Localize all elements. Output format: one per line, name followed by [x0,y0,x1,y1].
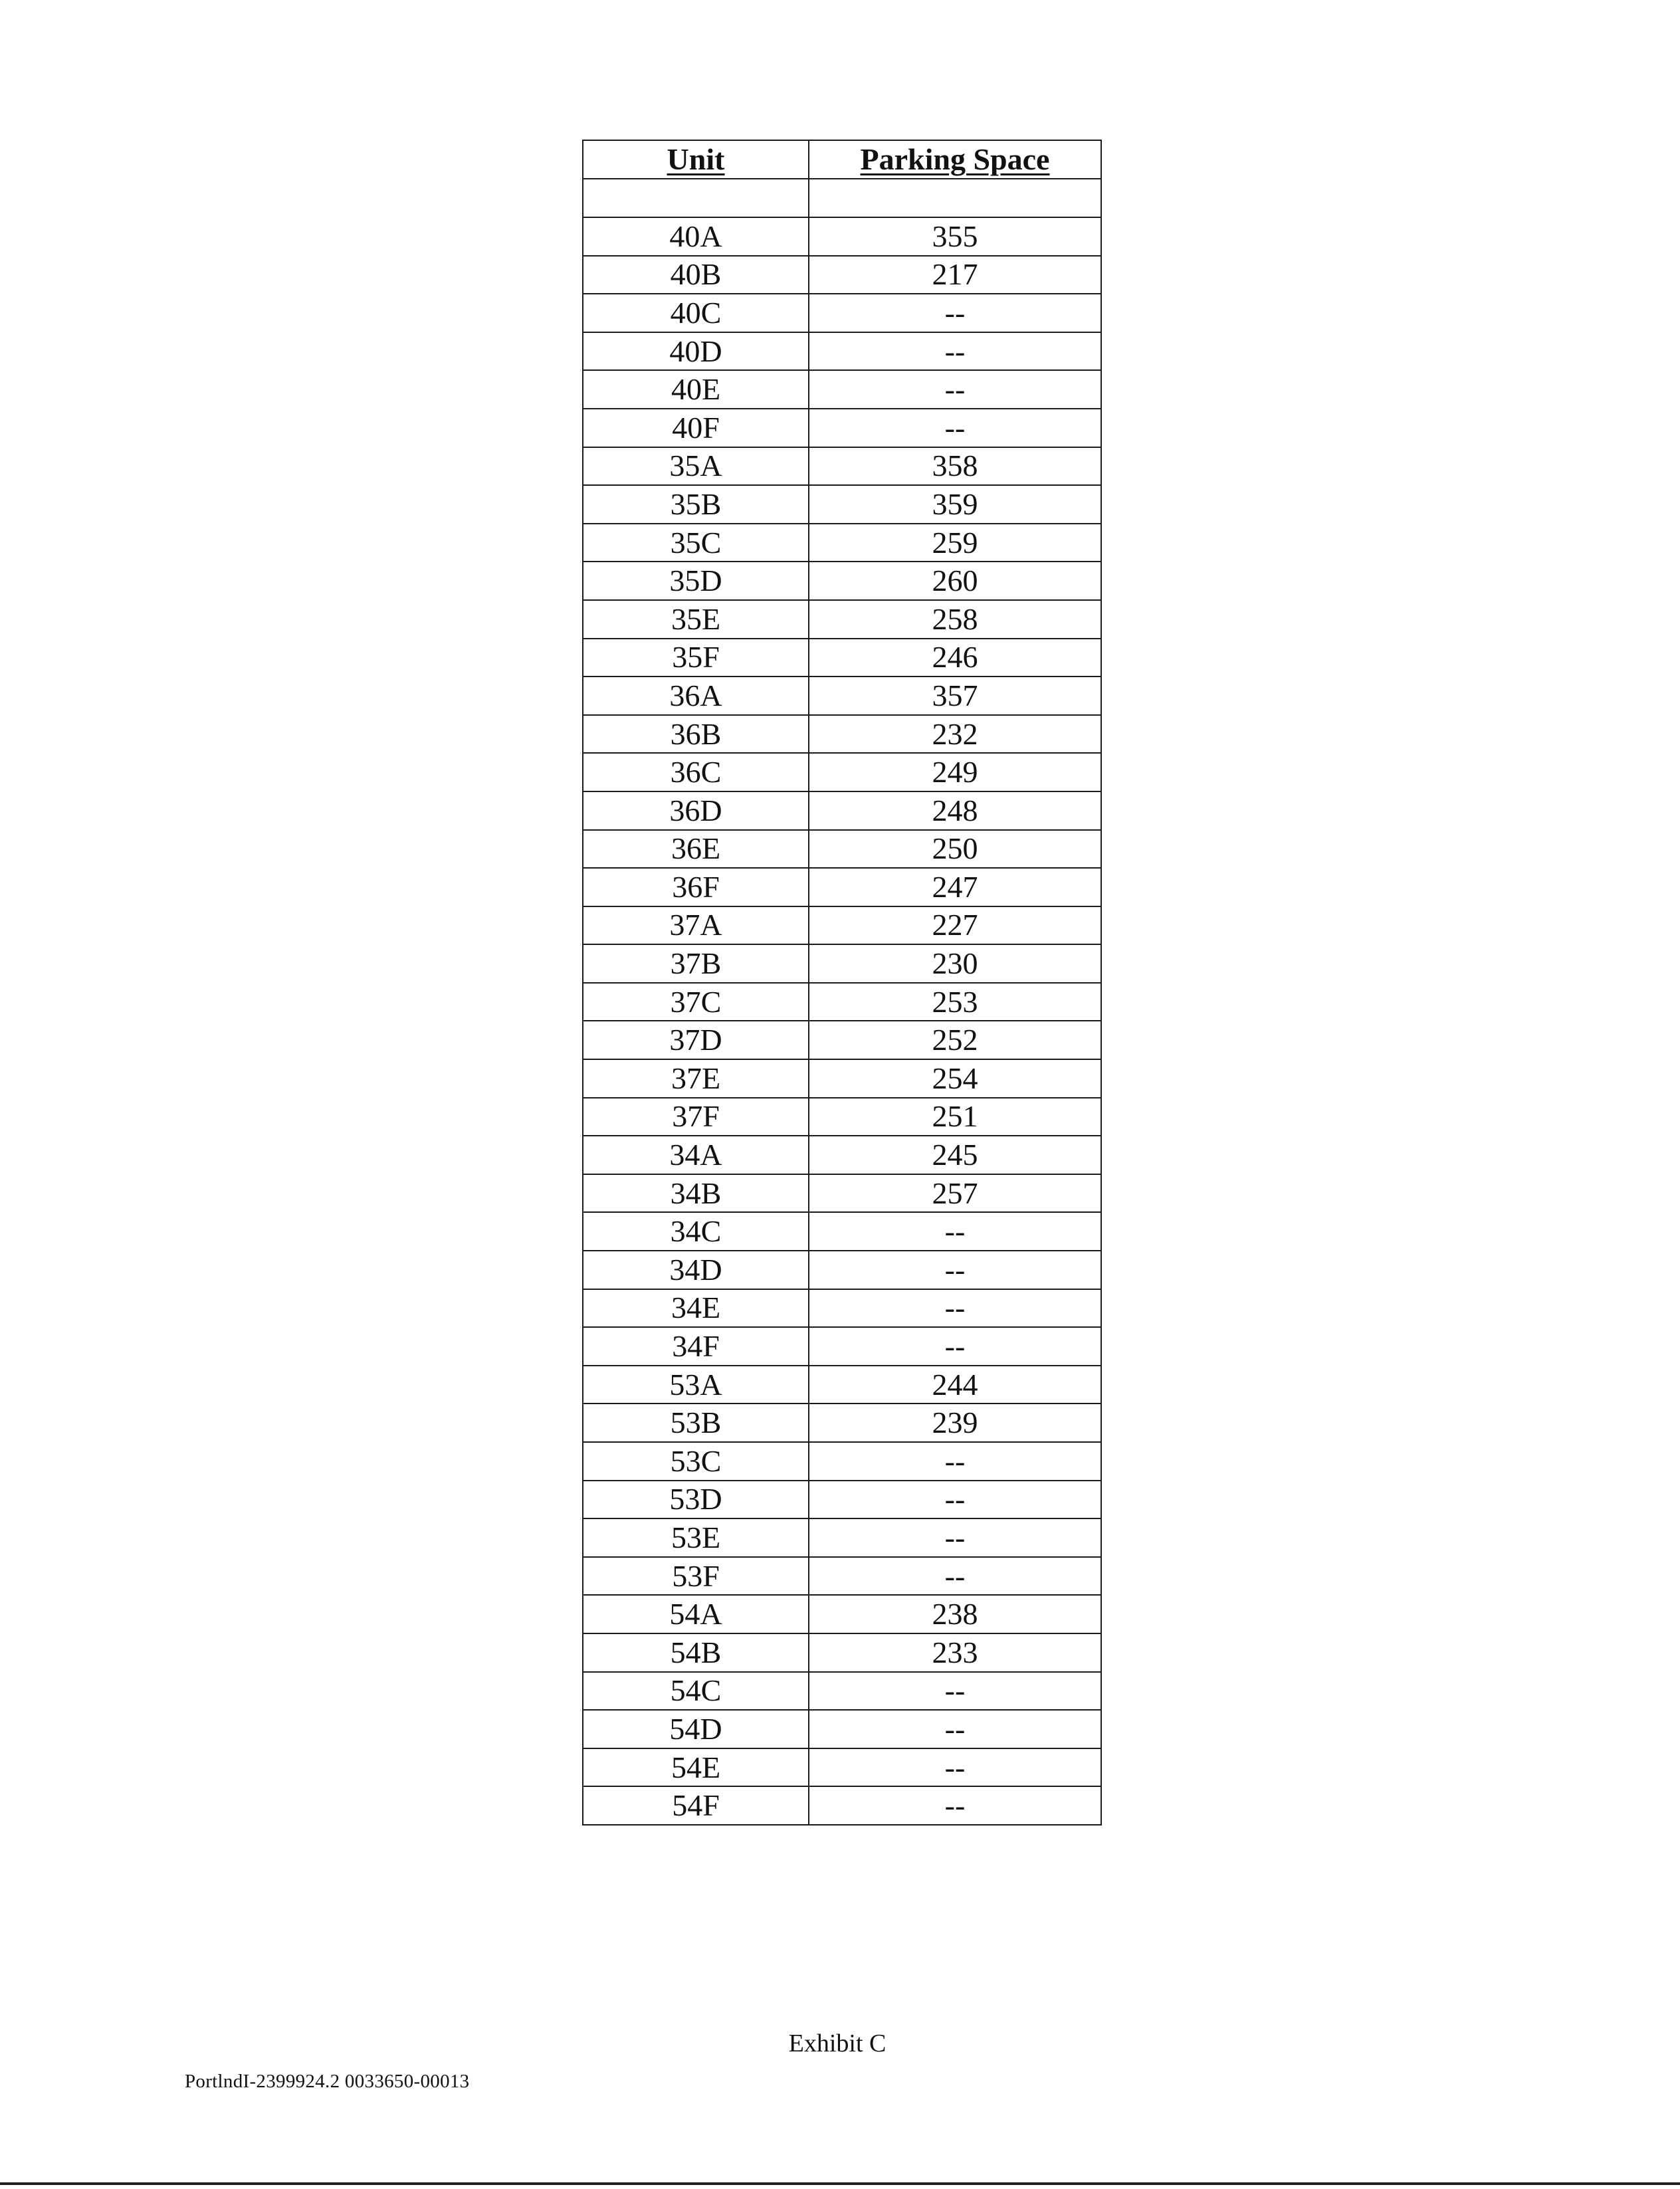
table-row [583,715,1101,754]
parking-space-cell: -- [809,1327,1101,1366]
unit-cell: 40D [583,332,809,371]
table-row [583,1404,1101,1442]
unit-cell: 53C [583,1442,809,1481]
parking-space-cell: -- [809,1786,1101,1825]
unit-cell: 54A [583,1595,809,1633]
parking-space-cell: -- [809,1251,1101,1289]
table-row [583,409,1101,447]
parking-space-cell: 245 [809,1136,1101,1174]
unit-cell: 37F [583,1098,809,1136]
parking-space-cell: 258 [809,600,1101,639]
parking-space-cell: -- [809,294,1101,332]
unit-cell: 40F [583,409,809,447]
parking-space-cell: 359 [809,485,1101,524]
table-row [583,1595,1101,1633]
parking-space-cell: 230 [809,944,1101,983]
parking-space-cell: 253 [809,983,1101,1021]
parking-space-cell: -- [809,409,1101,447]
parking-space-cell: -- [809,370,1101,409]
parking-space-cell: -- [809,1710,1101,1748]
table-row [583,600,1101,639]
table-row [583,1212,1101,1251]
unit-cell: 53F [583,1557,809,1596]
unit-cell: 37B [583,944,809,983]
table-row [583,1289,1101,1328]
page-bottom-border [0,2182,1680,2185]
table-row [583,1481,1101,1519]
unit-cell: 54E [583,1748,809,1787]
table-row [583,524,1101,562]
unit-cell: 34D [583,1251,809,1289]
parking-space-cell: 257 [809,1174,1101,1213]
unit-cell: 40C [583,294,809,332]
unit-cell: 34A [583,1136,809,1174]
parking-space-cell: -- [809,332,1101,371]
parking-space-cell: 259 [809,524,1101,562]
unit-cell: 35F [583,639,809,677]
table-row [583,677,1101,715]
table-row [583,1327,1101,1366]
table-row [583,944,1101,983]
table-row [583,1174,1101,1213]
unit-cell: 37E [583,1059,809,1098]
unit-cell: 35A [583,447,809,486]
unit-cell: 34B [583,1174,809,1213]
table-row [583,332,1101,371]
parking-space-cell: 247 [809,868,1101,906]
exhibit-label: Exhibit C [788,2030,887,2057]
table-row [583,1748,1101,1787]
unit-cell: 35E [583,600,809,639]
unit-cell: 37A [583,906,809,945]
unit-cell: 36B [583,715,809,754]
unit-cell: 54B [583,1633,809,1672]
parking-space-cell: 232 [809,715,1101,754]
parking-space-cell: -- [809,1518,1101,1557]
table-body [583,179,1101,1825]
parking-space-cell: -- [809,1557,1101,1596]
unit-cell: 35B [583,485,809,524]
unit-cell: 37C [583,983,809,1021]
unit-header-label: Unit [667,142,725,176]
table-row [583,753,1101,791]
unit-cell: 40E [583,370,809,409]
parking-space-cell: 239 [809,1404,1101,1442]
parking-space-cell: 227 [809,906,1101,945]
table-row [583,256,1101,294]
table-row [583,1098,1101,1136]
table-row [583,1786,1101,1825]
table-row [583,639,1101,677]
unit-cell: 36F [583,868,809,906]
unit-cell: 36E [583,830,809,869]
unit-cell: 53A [583,1366,809,1404]
table-row [583,217,1101,256]
unit-cell: 53E [583,1518,809,1557]
parking-space-cell: 238 [809,1595,1101,1633]
parking-space-cell: 248 [809,791,1101,830]
table-row [583,294,1101,332]
parking-space-cell: -- [809,1672,1101,1711]
parking-space-cell: 251 [809,1098,1101,1136]
parking-space-cell: -- [809,1748,1101,1787]
blank-spacer-row [583,179,1101,217]
parking-space-cell: 246 [809,639,1101,677]
parking-space-cell: 252 [809,1021,1101,1059]
table-row [583,1557,1101,1596]
table-row [583,791,1101,830]
parking-space-cell: 357 [809,677,1101,715]
unit-cell: 34E [583,1289,809,1328]
unit-cell: 36A [583,677,809,715]
table-row [583,830,1101,869]
parking-space-cell: -- [809,1481,1101,1519]
unit-cell: 35C [583,524,809,562]
table-row [583,906,1101,945]
document-id: PortlndI-2399924.2 0033650-00013 [185,2071,470,2092]
table-row [583,1136,1101,1174]
parking-space-cell: 217 [809,256,1101,294]
table-row [583,1251,1101,1289]
parking-space-cell: 358 [809,447,1101,486]
unit-cell: 40A [583,217,809,256]
unit-cell: 40B [583,256,809,294]
table-row [583,1633,1101,1672]
parking-space-cell: 244 [809,1366,1101,1404]
parking-space-cell: 249 [809,753,1101,791]
unit-cell: 53D [583,1481,809,1519]
blank-space-cell [809,179,1101,217]
table-row [583,1672,1101,1711]
parking-assignment-table [582,140,1102,1825]
unit-cell: 54C [583,1672,809,1711]
table-row [583,370,1101,409]
parking-space-column-header [809,140,1101,179]
table-header-row [583,140,1101,179]
table-row [583,1710,1101,1748]
parking-space-cell: -- [809,1289,1101,1328]
table-row [583,983,1101,1021]
table-row [583,447,1101,486]
table-row [583,1442,1101,1481]
unit-cell: 54D [583,1710,809,1748]
unit-cell: 53B [583,1404,809,1442]
unit-cell: 35D [583,562,809,600]
table-row [583,485,1101,524]
parking-space-cell: 254 [809,1059,1101,1098]
parking-space-header-label: Parking Space [860,142,1050,176]
parking-space-cell: -- [809,1212,1101,1251]
table-row [583,1518,1101,1557]
table-row [583,868,1101,906]
table-row [583,1059,1101,1098]
unit-cell: 34F [583,1327,809,1366]
blank-unit-cell [583,179,809,217]
unit-cell: 37D [583,1021,809,1059]
table-row [583,1366,1101,1404]
table-row [583,562,1101,600]
parking-space-cell: 355 [809,217,1101,256]
unit-cell: 36D [583,791,809,830]
table-row [583,1021,1101,1059]
parking-space-cell: 233 [809,1633,1101,1672]
unit-cell: 54F [583,1786,809,1825]
parking-space-cell: 260 [809,562,1101,600]
unit-cell: 36C [583,753,809,791]
unit-cell: 34C [583,1212,809,1251]
parking-space-cell: 250 [809,830,1101,869]
parking-space-cell: -- [809,1442,1101,1481]
unit-column-header [583,140,809,179]
